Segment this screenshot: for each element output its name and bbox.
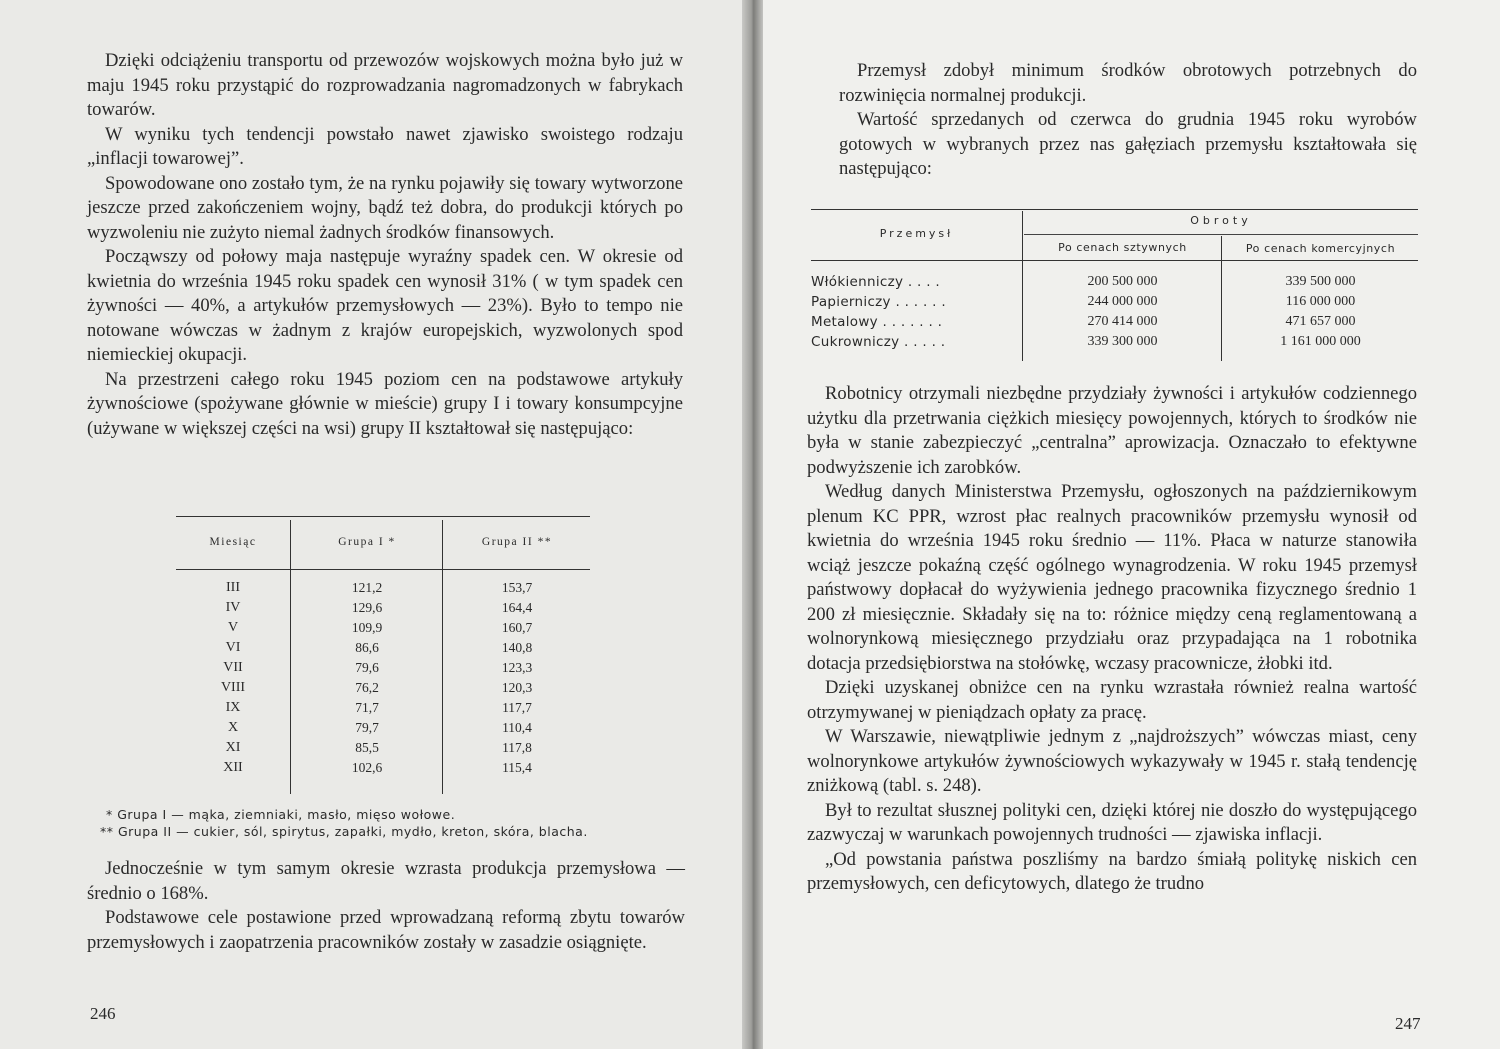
paragraph: W Warszawie, niewątpliwie jednym z „najdroższych” wówczas miast, ceny wolnorynkowe artykułów żywnościowych wykazywały w 1945 r. stałą tendencję zniżkową (tabl. s. 248). bbox=[807, 726, 1417, 796]
paragraph: „Od powstania państwa poszliśmy na bardzo śmiałą politykę niskich cen przemysłowych, cen deficytowych, dlatego że trudno bbox=[807, 848, 1417, 894]
table-header-group2: Grupa II ** bbox=[481, 536, 553, 548]
table-rule bbox=[176, 516, 590, 517]
table-rule bbox=[176, 569, 590, 570]
paragraph: Podstawowe cele postawione przed wprowadzaną reformą zbytu towarów przemysłowych i zaopatrzenia pracowników zostały w zasadzie osiągnięte. bbox=[87, 907, 685, 953]
paragraph: Dzięki uzyskanej obniżce cen na rynku wzrastała również realna wartość otrzymywanej w pieniądzach opłaty za pracę. bbox=[807, 677, 1417, 723]
table-row bbox=[176, 600, 590, 620]
table-cell: XI bbox=[225, 740, 241, 755]
table-row bbox=[176, 740, 590, 760]
paragraph: Na przestrzeni całego roku 1945 poziom cen na podstawowe artykuły żywnościowe (spożywane głównie w mieście) grupy I i towary konsumpcyjne (używane w większej części na wsi) grupy II kształtował się następująco: bbox=[87, 368, 683, 439]
page-number: 246 bbox=[90, 1004, 116, 1023]
paragraph: Dzięki odciążeniu transportu od przewozów wojskowych można było już w maju 1945 roku przystąpić do rozprowadzania nagromadzonych w fabrykach towarów. bbox=[87, 50, 683, 120]
table-header-fixed-prices: Po cenach sztywnych bbox=[1058, 241, 1187, 254]
table-cell: 270 414 000 bbox=[1087, 314, 1158, 329]
table-cell: 86,6 bbox=[355, 640, 379, 655]
table-row bbox=[176, 620, 590, 640]
table-cell: 244 000 000 bbox=[1087, 294, 1158, 309]
table-cell: 116 000 000 bbox=[1285, 294, 1356, 309]
table-cell: III bbox=[226, 580, 240, 595]
paragraph: Według danych Ministerstwa Przemysłu, ogłoszonych na październikowym plenum KC PPR, wzrost płac realnych pracowników przemysłu wynosił od kwietnia do września 1945 roku średnio — 11%. Płaca w naturze stanowiła wciąż jeszcze pokaźną część ogólnego wynagrodzenia. W roku 1945 przemysł państwowy dopłacał do wyżywienia jednego pracownika fizycznego średnio 1 200 zł miesięcznie. Składały się na to: różnice między ceną reglamentowaną a wolnorynkową miesięcznego przydziału oraz przypadająca na 1 robotnika dotacja przedsiębiorstwa na stołówkę, wczasy pracownicze, żłobki itd. bbox=[807, 481, 1417, 674]
table-cell: 339 500 000 bbox=[1285, 274, 1356, 289]
paragraph: W wyniku tych tendencji powstało nawet zjawisko swoistego rodzaju „inflacji towarowej”. bbox=[87, 123, 683, 169]
right-text-bottom bbox=[807, 382, 1417, 897]
right-text-top bbox=[839, 59, 1417, 182]
table-cell: 160,7 bbox=[501, 620, 533, 635]
left-page bbox=[0, 0, 742, 1049]
paragraph: Był to rezultat słusznej polityki cen, dzięki której nie doszło do występującego zazwyczaj w warunkach powojennych trudności — zjawiska inflacji. bbox=[807, 799, 1417, 845]
table-row bbox=[811, 334, 1418, 354]
table-cell: VII bbox=[223, 660, 243, 675]
table-footnotes bbox=[92, 806, 672, 840]
price-table bbox=[176, 514, 590, 794]
footnote: ** Grupa II — cukier, sól, spirytus, zapałki, mydło, kreton, skóra, blacha. bbox=[100, 824, 588, 839]
table-cell: IV bbox=[225, 600, 241, 615]
table-cell: Papierniczy . . . . . . bbox=[811, 294, 946, 310]
book-gutter bbox=[742, 0, 763, 1049]
table-row bbox=[176, 760, 590, 780]
paragraph: Robotnicy otrzymali niezbędne przydziały żywności i artykułów codziennego użytku dla przetrwania ciężkich miesięcy powojennych, których to środków nie była w stanie zabezpieczyć „centralna” aprowizacja. Oznaczało to efektywne podwyższenie ich zarobków. bbox=[807, 383, 1417, 478]
table-cell: 85,5 bbox=[355, 740, 379, 755]
table-header-month: Miesiąc bbox=[209, 536, 257, 548]
table-cell: 117,7 bbox=[502, 700, 532, 715]
table-row bbox=[176, 680, 590, 700]
table-cell: 79,6 bbox=[355, 660, 379, 675]
table-cell: 129,6 bbox=[351, 600, 383, 615]
table-cell: Włókienniczy . . . . bbox=[811, 274, 941, 290]
table-cell: 153,7 bbox=[501, 580, 533, 595]
table-cell: XII bbox=[223, 760, 243, 775]
table-row bbox=[176, 640, 590, 660]
footnote: * Grupa I — mąka, ziemniaki, masło, mięso wołowe. bbox=[106, 807, 456, 822]
table-cell: 115,4 bbox=[502, 760, 532, 775]
left-text-bottom bbox=[87, 857, 685, 955]
table-header-turnover: Obroty bbox=[1190, 214, 1252, 227]
table-cell: 339 300 000 bbox=[1087, 334, 1158, 349]
paragraph: Jednocześnie w tym samym okresie wzrasta produkcja przemysłowa — średnio o 168%. bbox=[87, 858, 685, 904]
table-cell: 164,4 bbox=[501, 600, 533, 615]
table-header-commercial-prices: Po cenach komercyjnych bbox=[1245, 242, 1396, 255]
table-cell: X bbox=[227, 720, 239, 735]
paragraph: Począwszy od połowy maja następuje wyraźny spadek cen. W okresie od kwietnia do września 1945 roku spadek cen wynosił 31% ( w tym spadek cen żywności — 40%, a artykułów przemysłowych — 23%). Było to tempo nie notowane wówczas w żadnym z krajów europejskich, wyzwolonych spod niemieckiej okupacji. bbox=[87, 246, 683, 365]
table-cell: 140,8 bbox=[501, 640, 533, 655]
table-rule bbox=[811, 260, 1418, 261]
table-cell: V bbox=[227, 620, 239, 635]
table-cell: Metalowy . . . . . . . bbox=[811, 314, 943, 330]
table-row bbox=[811, 294, 1418, 314]
table-cell: 1 161 000 000 bbox=[1280, 334, 1361, 349]
table-header-group1: Grupa I * bbox=[338, 536, 396, 548]
table-cell: 109,9 bbox=[351, 620, 383, 635]
table-header-industry: Przemysł bbox=[879, 227, 954, 240]
table-cell: 471 657 000 bbox=[1285, 314, 1356, 329]
table-row bbox=[176, 720, 590, 740]
table-row bbox=[176, 580, 590, 600]
table-cell: 102,6 bbox=[351, 760, 383, 775]
table-cell: 71,7 bbox=[355, 700, 379, 715]
table-cell: 120,3 bbox=[501, 680, 533, 695]
table-row bbox=[176, 700, 590, 720]
table-cell: 117,8 bbox=[502, 740, 532, 755]
table-cell: 121,2 bbox=[351, 580, 383, 595]
table-row bbox=[811, 274, 1418, 294]
paragraph: Przemysł zdobył minimum środków obrotowych potrzebnych do rozwinięcia normalnej produkcji. bbox=[839, 60, 1417, 106]
table-cell: 79,7 bbox=[355, 720, 379, 735]
table-cell: 123,3 bbox=[501, 660, 533, 675]
table-cell: IX bbox=[225, 700, 241, 715]
turnover-table bbox=[811, 206, 1418, 366]
table-cell: VI bbox=[225, 640, 241, 655]
table-cell: 200 500 000 bbox=[1087, 274, 1158, 289]
table-row bbox=[176, 660, 590, 680]
left-text-top bbox=[87, 49, 683, 441]
table-cell: VIII bbox=[220, 680, 246, 695]
paragraph: Wartość sprzedanych od czerwca do grudnia 1945 roku wyrobów gotowych w wybranych przez nas gałęziach przemysłu kształtowała się następująco: bbox=[839, 109, 1417, 179]
table-rule bbox=[1024, 234, 1418, 235]
page-number: 247 bbox=[1395, 1014, 1421, 1033]
table-row bbox=[811, 314, 1418, 334]
table-cell: 110,4 bbox=[502, 720, 532, 735]
table-cell: 76,2 bbox=[355, 680, 379, 695]
table-cell: Cukrowniczy . . . . . bbox=[811, 334, 946, 350]
table-rule bbox=[811, 209, 1418, 210]
right-page bbox=[763, 0, 1500, 1049]
paragraph: Spowodowane ono zostało tym, że na rynku pojawiły się towary wytworzone jeszcze przed zakończeniem wojny, bądź też dobra, do produkcji których po wyzwoleniu nie zużyto niemal żadnych środków finansowych. bbox=[87, 172, 683, 243]
